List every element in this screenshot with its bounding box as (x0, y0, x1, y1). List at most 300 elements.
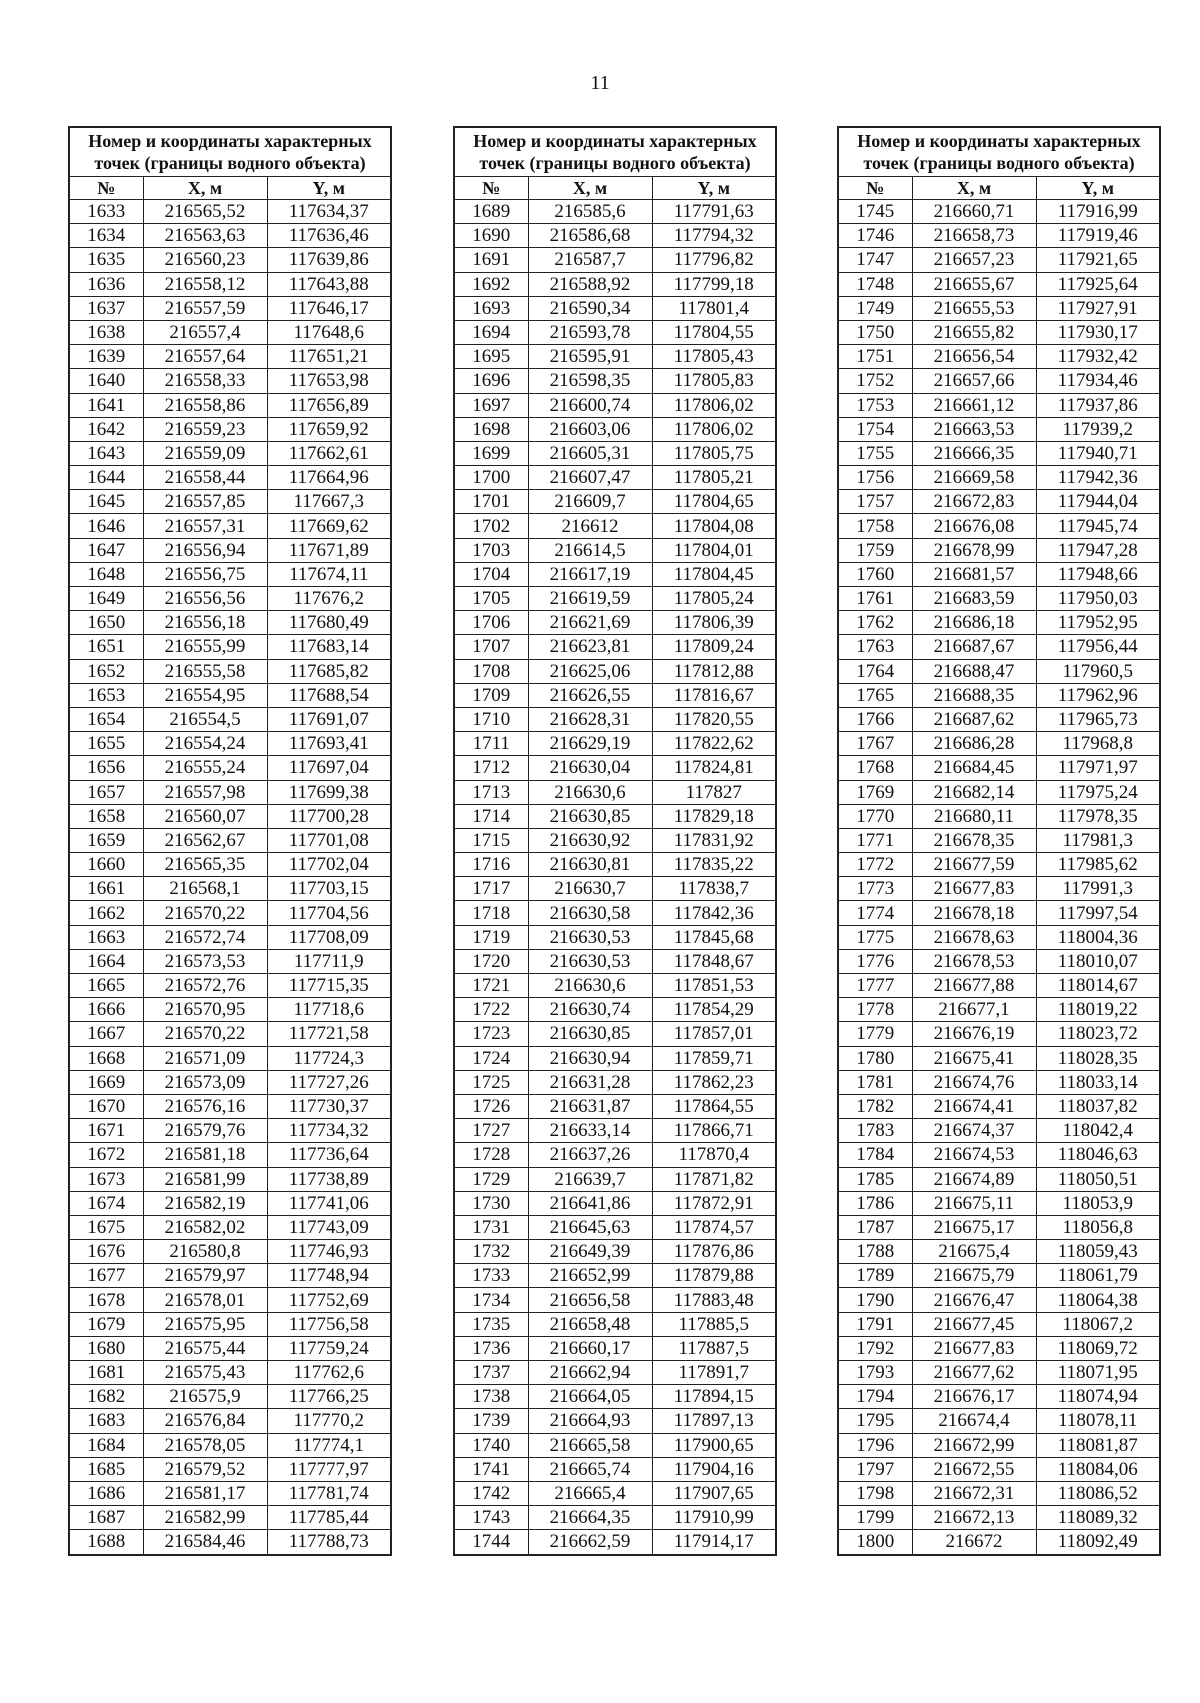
y-coordinate: 117724,3 (267, 1046, 391, 1070)
x-coordinate: 216584,46 (143, 1530, 267, 1555)
x-coordinate: 216557,59 (143, 296, 267, 320)
point-number: 1642 (69, 417, 143, 441)
point-number: 1683 (69, 1409, 143, 1433)
x-coordinate: 216609,7 (528, 490, 652, 514)
point-number: 1658 (69, 804, 143, 828)
point-number: 1723 (454, 1022, 528, 1046)
table-row (69, 587, 391, 611)
x-coordinate: 216676,47 (912, 1288, 1036, 1312)
x-coordinate: 216677,83 (912, 877, 1036, 901)
table-row (838, 901, 1160, 925)
table-row (454, 490, 776, 514)
x-coordinate: 216572,76 (143, 974, 267, 998)
table-row (838, 514, 1160, 538)
point-number: 1671 (69, 1119, 143, 1143)
table-row (454, 1506, 776, 1530)
point-number: 1775 (838, 925, 912, 949)
point-number: 1771 (838, 828, 912, 852)
table-row (454, 1312, 776, 1336)
table-row (69, 1409, 391, 1433)
table-row (454, 1336, 776, 1360)
y-coordinate: 117738,89 (267, 1167, 391, 1191)
table-row (69, 490, 391, 514)
table-row (454, 248, 776, 272)
x-coordinate: 216661,12 (912, 393, 1036, 417)
y-coordinate: 117752,69 (267, 1288, 391, 1312)
column-header-y: Y, м (652, 177, 776, 200)
y-coordinate: 117885,5 (652, 1312, 776, 1336)
table-row (454, 1264, 776, 1288)
y-coordinate: 117907,65 (652, 1481, 776, 1505)
y-coordinate: 117743,09 (267, 1215, 391, 1239)
x-coordinate: 216672,31 (912, 1481, 1036, 1505)
x-coordinate: 216660,17 (528, 1336, 652, 1360)
point-number: 1755 (838, 441, 912, 465)
x-coordinate: 216554,5 (143, 707, 267, 731)
y-coordinate: 117960,5 (1036, 659, 1160, 683)
y-coordinate: 117791,63 (652, 200, 776, 224)
table-row (69, 611, 391, 635)
x-coordinate: 216575,44 (143, 1336, 267, 1360)
y-coordinate: 117937,86 (1036, 393, 1160, 417)
y-coordinate: 117806,02 (652, 393, 776, 417)
table-row (454, 949, 776, 973)
x-coordinate: 216558,44 (143, 466, 267, 490)
point-number: 1643 (69, 441, 143, 465)
y-coordinate: 117845,68 (652, 925, 776, 949)
x-coordinate: 216630,6 (528, 780, 652, 804)
x-coordinate: 216656,58 (528, 1288, 652, 1312)
page-number: 11 (590, 72, 610, 94)
x-coordinate: 216575,9 (143, 1385, 267, 1409)
y-coordinate: 117700,28 (267, 804, 391, 828)
table-row (69, 514, 391, 538)
point-number: 1784 (838, 1143, 912, 1167)
point-number: 1702 (454, 514, 528, 538)
point-number: 1649 (69, 587, 143, 611)
y-coordinate: 118081,87 (1036, 1433, 1160, 1457)
y-coordinate: 117711,9 (267, 949, 391, 973)
table-row (69, 1191, 391, 1215)
table-row (838, 1530, 1160, 1555)
column-header-number: № (69, 177, 143, 200)
y-coordinate: 118067,2 (1036, 1312, 1160, 1336)
x-coordinate: 216621,69 (528, 611, 652, 635)
y-coordinate: 117691,07 (267, 707, 391, 731)
y-coordinate: 117864,55 (652, 1094, 776, 1118)
table-row (838, 320, 1160, 344)
table-title: Номер и координаты характерных точек (границы водного объекта) (838, 127, 1160, 177)
table-row (838, 1094, 1160, 1118)
y-coordinate: 117715,35 (267, 974, 391, 998)
point-number: 1735 (454, 1312, 528, 1336)
y-coordinate: 117874,57 (652, 1215, 776, 1239)
x-coordinate: 216674,53 (912, 1143, 1036, 1167)
point-number: 1654 (69, 707, 143, 731)
x-coordinate: 216556,94 (143, 538, 267, 562)
table-row (454, 1288, 776, 1312)
point-number: 1703 (454, 538, 528, 562)
table-row (454, 345, 776, 369)
x-coordinate: 216630,58 (528, 901, 652, 925)
table-row (69, 320, 391, 344)
y-coordinate: 117930,17 (1036, 320, 1160, 344)
point-number: 1763 (838, 635, 912, 659)
point-number: 1681 (69, 1361, 143, 1385)
column-header-x: X, м (143, 177, 267, 200)
column-header-x: X, м (528, 177, 652, 200)
table-row (838, 707, 1160, 731)
table-row (454, 417, 776, 441)
y-coordinate: 118010,07 (1036, 949, 1160, 973)
x-coordinate: 216674,4 (912, 1409, 1036, 1433)
x-coordinate: 216581,99 (143, 1167, 267, 1191)
x-coordinate: 216579,97 (143, 1264, 267, 1288)
table-row (838, 1336, 1160, 1360)
y-coordinate: 117653,98 (267, 369, 391, 393)
point-number: 1657 (69, 780, 143, 804)
table-row (454, 1433, 776, 1457)
table-row (454, 441, 776, 465)
y-coordinate: 117718,6 (267, 998, 391, 1022)
point-number: 1672 (69, 1143, 143, 1167)
x-coordinate: 216568,1 (143, 877, 267, 901)
y-coordinate: 117978,35 (1036, 804, 1160, 828)
point-number: 1670 (69, 1094, 143, 1118)
table-row (454, 1385, 776, 1409)
y-coordinate: 118014,67 (1036, 974, 1160, 998)
x-coordinate: 216557,31 (143, 514, 267, 538)
point-number: 1684 (69, 1433, 143, 1457)
table-row (69, 949, 391, 973)
x-coordinate: 216658,48 (528, 1312, 652, 1336)
x-coordinate: 216573,09 (143, 1070, 267, 1094)
x-coordinate: 216560,07 (143, 804, 267, 828)
x-coordinate: 216630,74 (528, 998, 652, 1022)
y-coordinate: 117939,2 (1036, 417, 1160, 441)
point-number: 1739 (454, 1409, 528, 1433)
point-number: 1746 (838, 224, 912, 248)
point-number: 1741 (454, 1457, 528, 1481)
point-number: 1716 (454, 853, 528, 877)
point-number: 1753 (838, 393, 912, 417)
y-coordinate: 117997,54 (1036, 901, 1160, 925)
y-coordinate: 117883,48 (652, 1288, 776, 1312)
x-coordinate: 216600,74 (528, 393, 652, 417)
x-coordinate: 216576,84 (143, 1409, 267, 1433)
point-number: 1704 (454, 562, 528, 586)
x-coordinate: 216562,67 (143, 828, 267, 852)
table-row (838, 1385, 1160, 1409)
table-row (838, 611, 1160, 635)
table-row (838, 635, 1160, 659)
table-body (69, 200, 391, 1555)
x-coordinate: 216557,64 (143, 345, 267, 369)
y-coordinate: 117646,17 (267, 296, 391, 320)
x-coordinate: 216630,53 (528, 925, 652, 949)
table-row (454, 659, 776, 683)
table-row (838, 1312, 1160, 1336)
x-coordinate: 216676,17 (912, 1385, 1036, 1409)
y-coordinate: 117721,58 (267, 1022, 391, 1046)
point-number: 1691 (454, 248, 528, 272)
table-row (69, 1288, 391, 1312)
point-number: 1798 (838, 1481, 912, 1505)
point-number: 1686 (69, 1481, 143, 1505)
x-coordinate: 216630,92 (528, 828, 652, 852)
table-row (838, 296, 1160, 320)
x-coordinate: 216676,19 (912, 1022, 1036, 1046)
point-number: 1655 (69, 732, 143, 756)
y-coordinate: 117925,64 (1036, 272, 1160, 296)
table-row (838, 1119, 1160, 1143)
x-coordinate: 216655,67 (912, 272, 1036, 296)
table-row (454, 514, 776, 538)
y-coordinate: 117651,21 (267, 345, 391, 369)
y-coordinate: 117835,22 (652, 853, 776, 877)
y-coordinate: 118033,14 (1036, 1070, 1160, 1094)
point-number: 1701 (454, 490, 528, 514)
point-number: 1699 (454, 441, 528, 465)
table-row (454, 272, 776, 296)
y-coordinate: 117900,65 (652, 1433, 776, 1457)
y-coordinate: 117766,25 (267, 1385, 391, 1409)
x-coordinate: 216555,99 (143, 635, 267, 659)
table-row (454, 925, 776, 949)
y-coordinate: 117796,82 (652, 248, 776, 272)
table-row (454, 1022, 776, 1046)
point-number: 1719 (454, 925, 528, 949)
table-row (838, 1409, 1160, 1433)
x-coordinate: 216630,04 (528, 756, 652, 780)
x-coordinate: 216658,73 (912, 224, 1036, 248)
table-row (838, 1240, 1160, 1264)
point-number: 1785 (838, 1167, 912, 1191)
x-coordinate: 216581,17 (143, 1481, 267, 1505)
table-title: Номер и координаты характерных точек (границы водного объекта) (454, 127, 776, 177)
table-row (69, 925, 391, 949)
x-coordinate: 216572,74 (143, 925, 267, 949)
table-row (454, 756, 776, 780)
y-coordinate: 117667,3 (267, 490, 391, 514)
x-coordinate: 216678,18 (912, 901, 1036, 925)
y-coordinate: 117801,4 (652, 296, 776, 320)
point-number: 1667 (69, 1022, 143, 1046)
x-coordinate: 216625,06 (528, 659, 652, 683)
x-coordinate: 216630,85 (528, 804, 652, 828)
table-row (69, 417, 391, 441)
point-number: 1712 (454, 756, 528, 780)
table-row (69, 974, 391, 998)
table-row (69, 1481, 391, 1505)
point-number: 1694 (454, 320, 528, 344)
x-coordinate: 216595,91 (528, 345, 652, 369)
y-coordinate: 118004,36 (1036, 925, 1160, 949)
x-coordinate: 216586,68 (528, 224, 652, 248)
x-coordinate: 216637,26 (528, 1143, 652, 1167)
point-number: 1705 (454, 587, 528, 611)
x-coordinate: 216678,99 (912, 538, 1036, 562)
point-number: 1700 (454, 466, 528, 490)
point-number: 1718 (454, 901, 528, 925)
table-row (454, 1094, 776, 1118)
table-row (69, 683, 391, 707)
x-coordinate: 216575,43 (143, 1361, 267, 1385)
x-coordinate: 216631,87 (528, 1094, 652, 1118)
y-coordinate: 117676,2 (267, 587, 391, 611)
point-number: 1698 (454, 417, 528, 441)
table-title: Номер и координаты характерных точек (границы водного объекта) (69, 127, 391, 177)
table-row (838, 587, 1160, 611)
table-row (838, 393, 1160, 417)
point-number: 1796 (838, 1433, 912, 1457)
table-row (454, 224, 776, 248)
x-coordinate: 216554,95 (143, 683, 267, 707)
point-number: 1715 (454, 828, 528, 852)
y-coordinate: 117702,04 (267, 853, 391, 877)
y-coordinate: 117701,08 (267, 828, 391, 852)
coordinates-table-2 (453, 126, 777, 1556)
point-number: 1790 (838, 1288, 912, 1312)
y-coordinate: 117805,21 (652, 466, 776, 490)
y-coordinate: 117862,23 (652, 1070, 776, 1094)
point-number: 1693 (454, 296, 528, 320)
table-row (838, 1361, 1160, 1385)
point-number: 1722 (454, 998, 528, 1022)
y-coordinate: 117851,53 (652, 974, 776, 998)
y-coordinate: 117820,55 (652, 707, 776, 731)
y-coordinate: 117748,94 (267, 1264, 391, 1288)
table-row (454, 1409, 776, 1433)
y-coordinate: 117759,24 (267, 1336, 391, 1360)
point-number: 1774 (838, 901, 912, 925)
point-number: 1760 (838, 562, 912, 586)
point-number: 1641 (69, 393, 143, 417)
table-row (69, 998, 391, 1022)
point-number: 1725 (454, 1070, 528, 1094)
table-row (69, 1264, 391, 1288)
point-number: 1663 (69, 925, 143, 949)
table-row (69, 1119, 391, 1143)
coordinates-table-3 (837, 126, 1161, 1556)
table-row (69, 828, 391, 852)
point-number: 1740 (454, 1433, 528, 1457)
x-coordinate: 216672,99 (912, 1433, 1036, 1457)
point-number: 1660 (69, 853, 143, 877)
x-coordinate: 216666,35 (912, 441, 1036, 465)
y-coordinate: 118050,51 (1036, 1167, 1160, 1191)
y-coordinate: 117770,2 (267, 1409, 391, 1433)
table-row (838, 828, 1160, 852)
table-row (69, 635, 391, 659)
y-coordinate: 118042,4 (1036, 1119, 1160, 1143)
table-row (838, 1167, 1160, 1191)
point-number: 1794 (838, 1385, 912, 1409)
x-coordinate: 216630,53 (528, 949, 652, 973)
table-row (69, 441, 391, 465)
x-coordinate: 216582,19 (143, 1191, 267, 1215)
y-coordinate: 117816,67 (652, 683, 776, 707)
table-row (454, 200, 776, 224)
y-coordinate: 118069,72 (1036, 1336, 1160, 1360)
point-number: 1635 (69, 248, 143, 272)
point-number: 1787 (838, 1215, 912, 1239)
point-number: 1793 (838, 1361, 912, 1385)
y-coordinate: 117859,71 (652, 1046, 776, 1070)
y-coordinate: 118059,43 (1036, 1240, 1160, 1264)
y-coordinate: 118056,8 (1036, 1215, 1160, 1239)
point-number: 1647 (69, 538, 143, 562)
point-number: 1765 (838, 683, 912, 707)
x-coordinate: 216688,35 (912, 683, 1036, 707)
table-row (69, 369, 391, 393)
point-number: 1692 (454, 272, 528, 296)
y-coordinate: 118028,35 (1036, 1046, 1160, 1070)
point-number: 1776 (838, 949, 912, 973)
x-coordinate: 216680,11 (912, 804, 1036, 828)
y-coordinate: 117894,15 (652, 1385, 776, 1409)
point-number: 1717 (454, 877, 528, 901)
table-row (454, 1240, 776, 1264)
y-coordinate: 117736,64 (267, 1143, 391, 1167)
point-number: 1721 (454, 974, 528, 998)
x-coordinate: 216556,56 (143, 587, 267, 611)
x-coordinate: 216612 (528, 514, 652, 538)
x-coordinate: 216655,82 (912, 320, 1036, 344)
y-coordinate: 117799,18 (652, 272, 776, 296)
y-coordinate: 117842,36 (652, 901, 776, 925)
y-coordinate: 117876,86 (652, 1240, 776, 1264)
point-number: 1713 (454, 780, 528, 804)
point-number: 1727 (454, 1119, 528, 1143)
x-coordinate: 216652,99 (528, 1264, 652, 1288)
table-row (69, 562, 391, 586)
y-coordinate: 117827 (652, 780, 776, 804)
y-coordinate: 117952,95 (1036, 611, 1160, 635)
x-coordinate: 216557,4 (143, 320, 267, 344)
x-coordinate: 216588,92 (528, 272, 652, 296)
x-coordinate: 216672,13 (912, 1506, 1036, 1530)
x-coordinate: 216617,19 (528, 562, 652, 586)
table-row (838, 1481, 1160, 1505)
table-row (838, 248, 1160, 272)
x-coordinate: 216665,4 (528, 1481, 652, 1505)
y-coordinate: 117693,41 (267, 732, 391, 756)
x-coordinate: 216580,8 (143, 1240, 267, 1264)
table-row (838, 780, 1160, 804)
y-coordinate: 118064,38 (1036, 1288, 1160, 1312)
y-coordinate: 117805,75 (652, 441, 776, 465)
x-coordinate: 216565,35 (143, 853, 267, 877)
table-row (838, 538, 1160, 562)
table-row (454, 901, 776, 925)
table-row (69, 466, 391, 490)
y-coordinate: 117809,24 (652, 635, 776, 659)
y-coordinate: 118092,49 (1036, 1530, 1160, 1555)
x-coordinate: 216630,94 (528, 1046, 652, 1070)
x-coordinate: 216557,85 (143, 490, 267, 514)
y-coordinate: 117674,11 (267, 562, 391, 586)
x-coordinate: 216681,57 (912, 562, 1036, 586)
table-row (454, 1143, 776, 1167)
point-number: 1752 (838, 369, 912, 393)
x-coordinate: 216571,09 (143, 1046, 267, 1070)
table-row (454, 635, 776, 659)
point-number: 1782 (838, 1094, 912, 1118)
table-body (838, 200, 1160, 1555)
x-coordinate: 216687,62 (912, 707, 1036, 731)
table-row (69, 1433, 391, 1457)
